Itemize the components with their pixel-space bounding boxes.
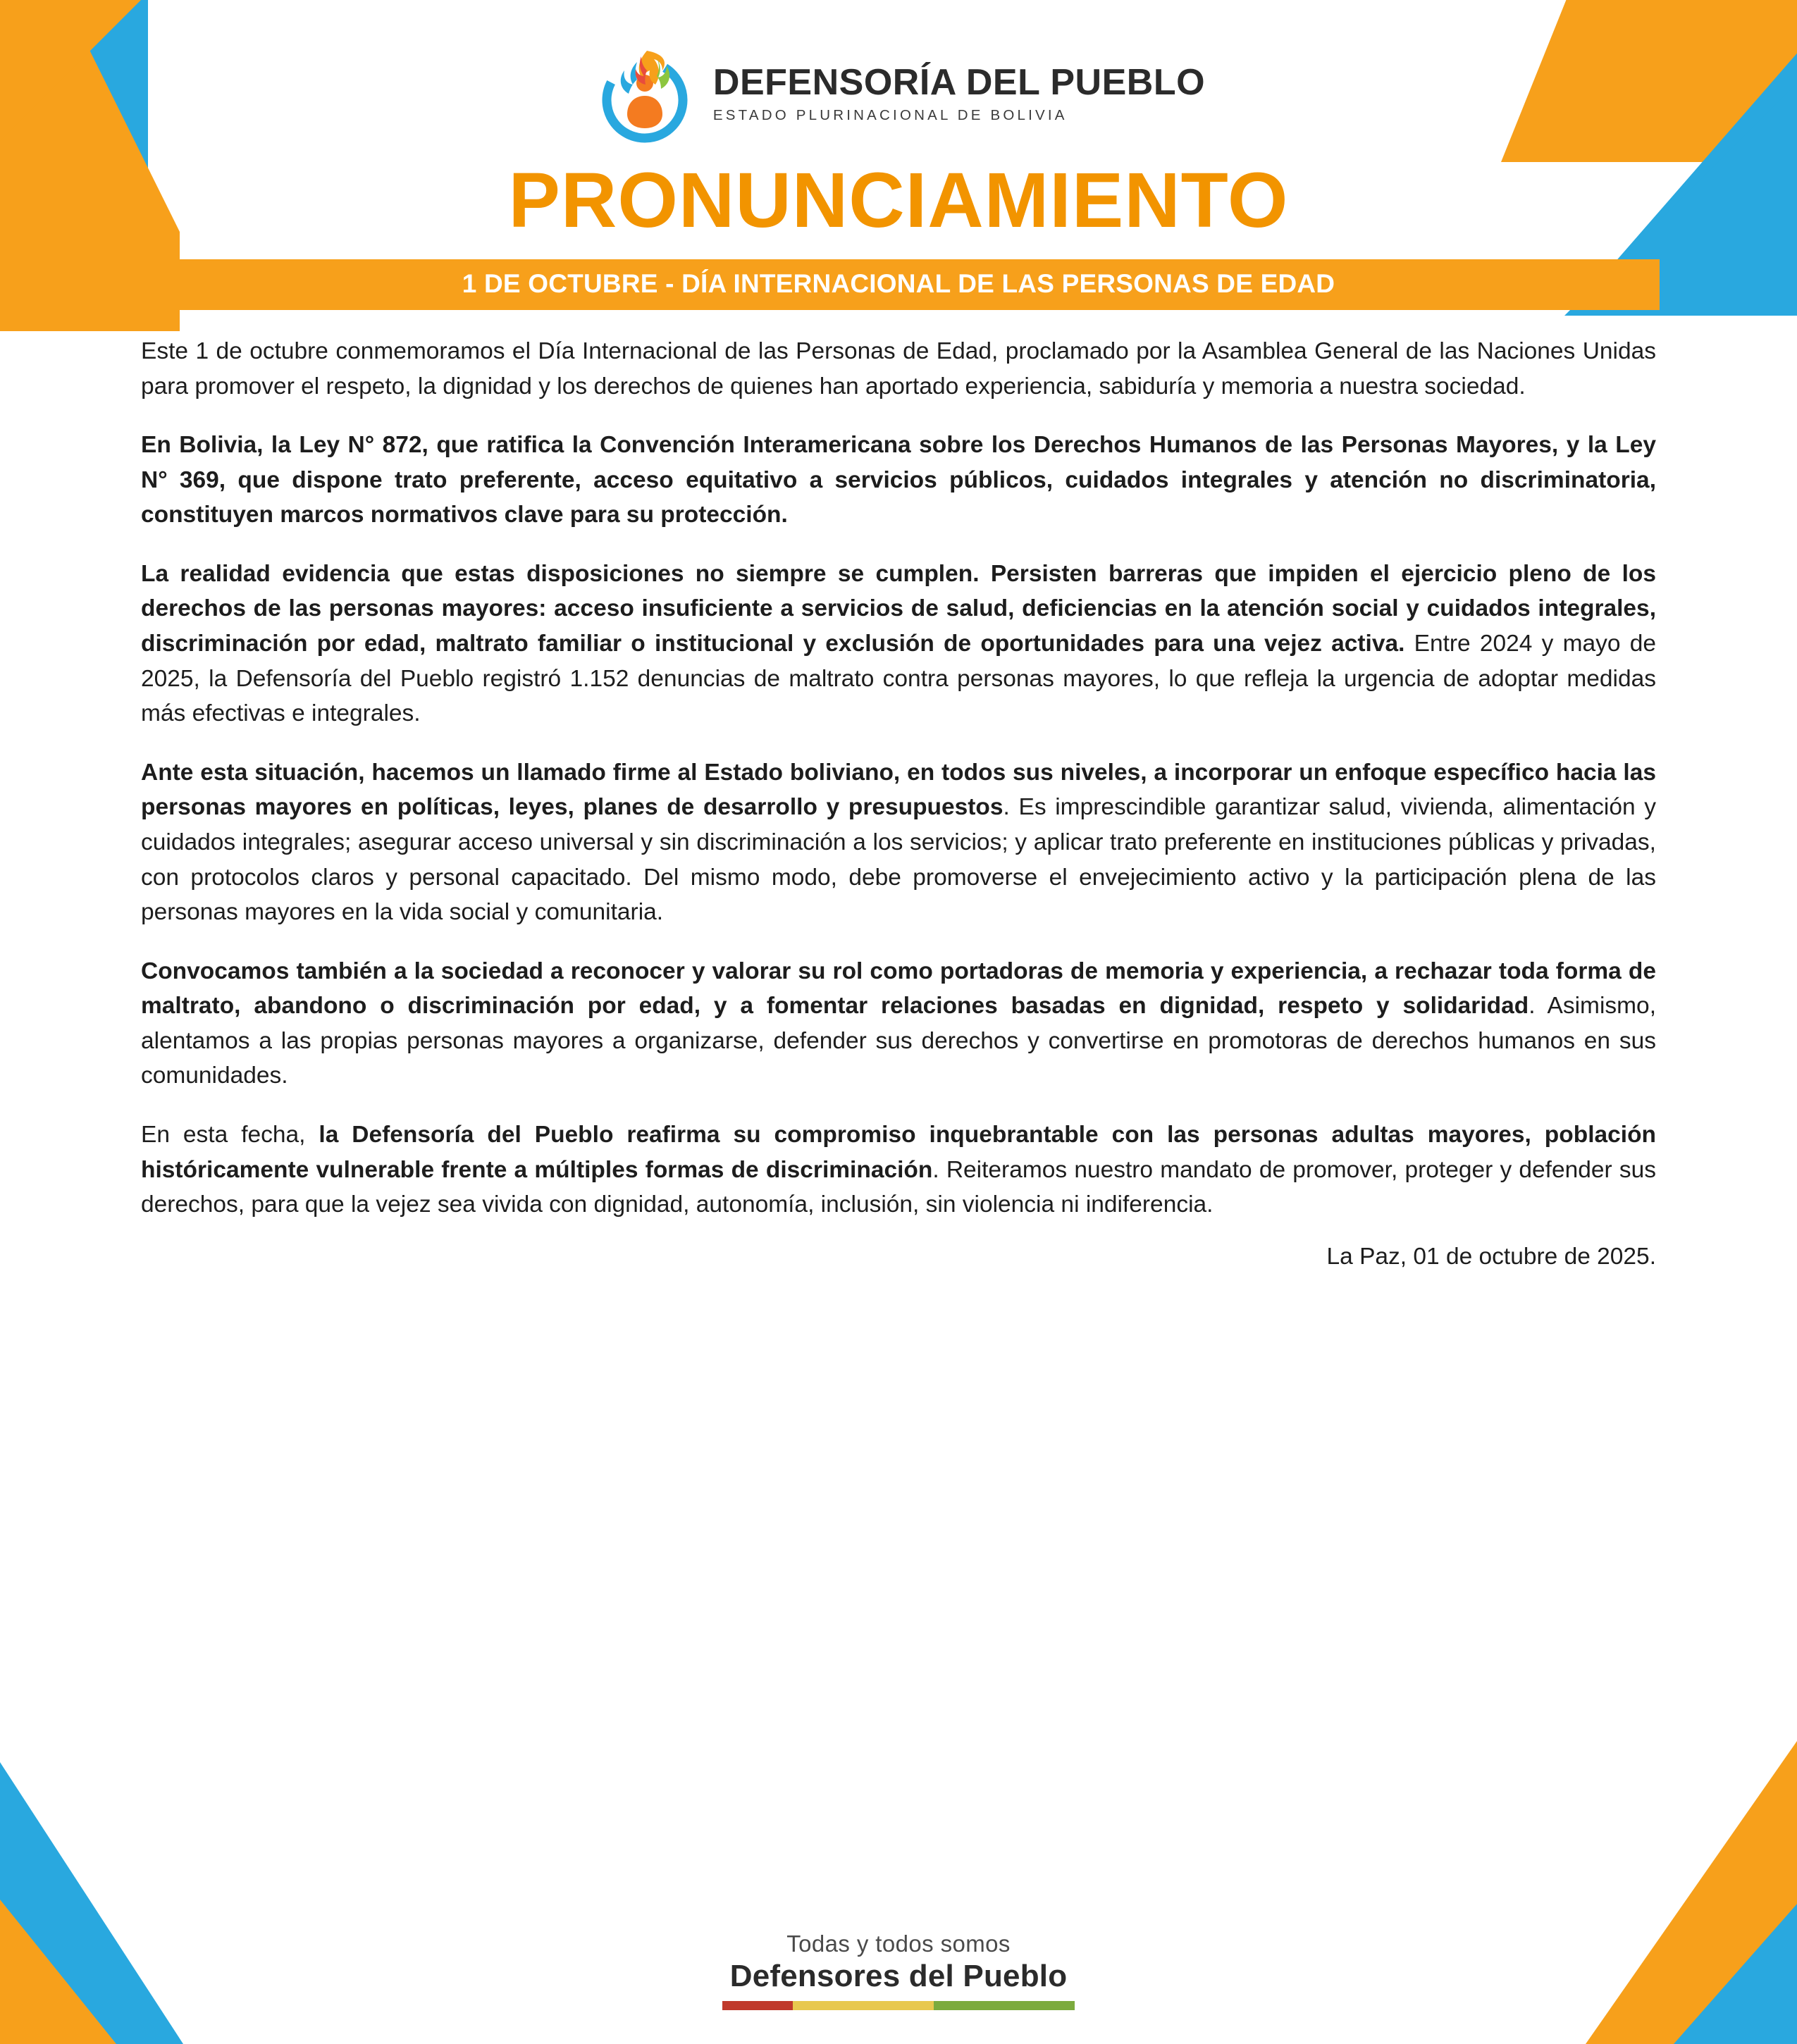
footer-slogan [0, 1931, 1797, 2010]
logo-header [0, 0, 1797, 147]
paragraph-6-bold: la Defensoría del Pueblo reafirma su compromiso inquebrantable con las personas adultas mayores, población históricamente vulnerable frente a múltiples formas de discriminación [141, 1121, 1656, 1183]
paragraph-3-rest: Entre 2024 y mayo de 2025, la Defensoría del Pueblo registró 1.152 denuncias de maltrato contra personas mayores, lo que refleja la urgencia de adoptar medidas más efectivas e integrales. [141, 631, 1656, 727]
flag-color-bar [722, 2001, 1075, 2010]
paragraph-6 [141, 1117, 1656, 1222]
signoff-location-date: La Paz, 01 de octubre de 2025. [1326, 1243, 1656, 1270]
defensoria-flame-logo-icon [592, 41, 698, 147]
paragraph-4-bold: Ante esta situación, hacemos un llamado firme al Estado boliviano, en todos sus niveles, a incorporar un enfoque específico hacia las personas mayores en políticas, leyes, planes de desarrollo y presupuestos [141, 759, 1656, 821]
document-body [141, 334, 1656, 1222]
logo-text-block [713, 63, 1205, 124]
paragraph-5 [141, 954, 1656, 1094]
paragraph-5-rest: . Asimismo, alentamos a las propias personas mayores a organizarse, defender sus derechos y convertirse en promotoras de derechos humanos en sus comunidades. [141, 993, 1656, 1089]
paragraph-3-bold: La realidad evidencia que estas disposiciones no siempre se cumplen. Persisten barreras que impiden el ejercicio pleno de los derechos de las personas mayores: acceso insuficiente a servicios de salud, deficiencias en la atención social y cuidados integrales, discriminación por edad, maltrato familiar o institucional y exclusión de oportunidades para una vejez activa. [141, 560, 1656, 657]
logo-title: DEFENSORÍA DEL PUEBLO [712, 62, 1206, 104]
paragraph-2 [141, 428, 1656, 533]
paragraph-2-bold: En Bolivia, la Ley N° 872, que ratifica la Convención Interamericana sobre los Derechos Humanos de las Personas Mayores, y la Ley N° 369, que dispone trato preferente, acceso equitativo a servicios públicos, cuidados integrales y atención no discriminatoria, constituyen marcos normativos clave para su protección. [141, 432, 1656, 528]
paragraph-6-start: En esta fecha, [141, 1121, 319, 1148]
paragraph-1: Este 1 de octubre conmemoramos el Día Internacional de las Personas de Edad, proclamado por la Asamblea General de las Naciones Unidas para promover el respeto, la dignidad y los derechos de quienes han aportado experiencia, sabiduría y memoria a nuestra sociedad. [141, 338, 1656, 399]
subtitle-bar: 1 DE OCTUBRE - DÍA INTERNACIONAL DE LAS PERSONAS DE EDAD [137, 259, 1660, 310]
footer-line-1: Todas y todos somos [786, 1931, 1011, 1957]
footer-line-2: Defensores del Pueblo [729, 1959, 1068, 1993]
paragraph-5-bold: Convocamos también a la sociedad a reconocer y valorar su rol como portadoras de memoria y experiencia, a rechazar toda forma de maltrato, abandono o discriminación por edad, y a fomentar relaciones basadas en dignidad, respeto y solidaridad [141, 958, 1656, 1020]
paragraph-3 [141, 557, 1656, 731]
paragraph-6-rest: . Reiteramos nuestro mandato de promover, proteger y defender sus derechos, para que la vejez sea vivida con dignidad, autonomía, inclusión, sin violencia ni indiferencia. [141, 1156, 1657, 1218]
logo-subtitle: ESTADO PLURINACIONAL DE BOLIVIA [712, 106, 1068, 123]
paragraph-4-rest: . Es imprescindible garantizar salud, vivienda, alimentación y cuidados integrales; asegurar acceso universal y sin discriminación a los servicios; y aplicar trato preferente en instituciones públicas y privadas, con protocolos claros y personal capacitado. Del mismo modo, debe promoverse el envejecimiento activo y la participación plena de las personas mayores en la vida social y comunitaria. [141, 794, 1656, 926]
paragraph-4 [141, 755, 1656, 930]
page-title: PRONUNCIAMIENTO [508, 157, 1289, 244]
